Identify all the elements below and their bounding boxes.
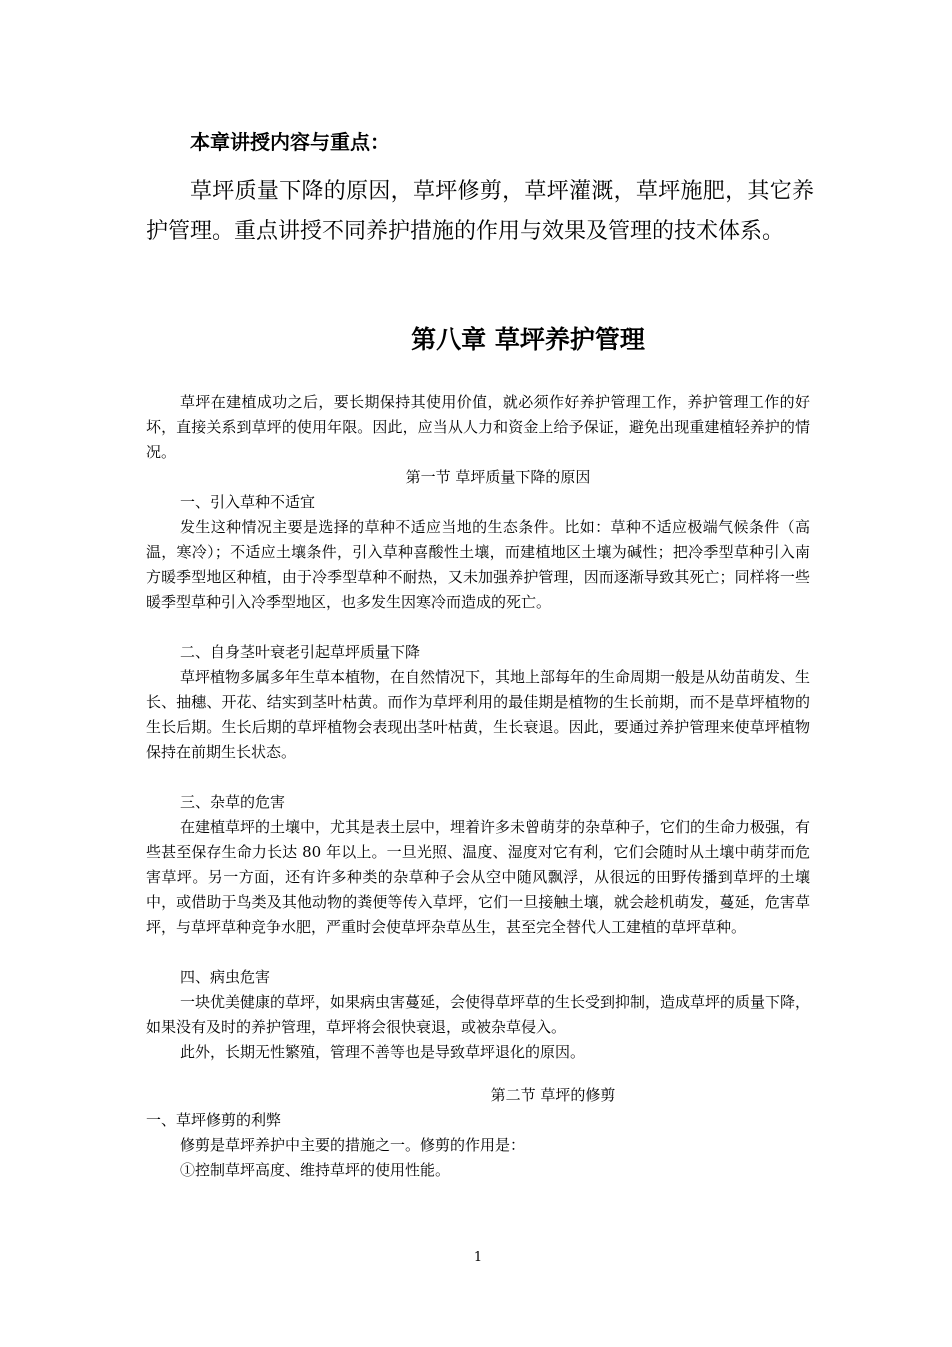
section-1-sub-1-text: 发生这种情况主要是选择的草种不适应当地的生态条件。比如：草种不适应极端气候条件（高温，寒冷）；不适应土壤条件，引入草种喜酸性土壤，而建植地区土壤为碱性；把冷季型草种引入南方暖季型地区种植，由于冷季型草种不耐热，又未加强养护管理，因而逐渐导致其死亡；同样将一些暖季型草种引入冷季型地区，也多发生因寒冷而造成的死亡。 [146,518,810,611]
section-2-sub-1-text: 修剪是草坪养护中主要的措施之一。修剪的作用是： [180,1136,526,1154]
section-2-title: 第二节 草坪的修剪 [490,1086,616,1104]
opening-paragraph: 草坪在建植成功之后，要长期保持其使用价值，就必须作好养护管理工作，养护管理工作的好坏，直接关系到草坪的使用年限。因此，应当从人力和资金上给予保证，避免出现重建植轻养护的情况。 [146,393,810,461]
page-number: 1 [473,1250,483,1265]
section-1-sub-4-text: 一块优美健康的草坪，如果病虫害蔓延，会使得草坪草的生长受到抑制，造成草坪的质量下降，如果没有及时的养护管理，草坪将会很快衰退，或被杂草侵入。 [146,993,811,1036]
intro-heading: 本章讲授内容与重点： [190,130,390,154]
section-1-sub-1-heading: 一、引入草种不适宜 [180,493,316,511]
section-2-sub-1-heading: 一、草坪修剪的利弊 [146,1111,282,1129]
section-1-sub-4-extra: 此外，长期无性繁殖，管理不善等也是导致草坪退化的原因。 [180,1043,586,1061]
chapter-title: 第八章 草坪养护管理 [411,325,645,354]
section-1-sub-4-heading: 四、病虫危害 [180,968,271,986]
section-1-sub-3-heading: 三、杂草的危害 [180,793,286,811]
intro-paragraph: 草坪质量下降的原因，草坪修剪，草坪灌溉，草坪施肥，其它养护管理。重点讲授不同养护措施的作用与效果及管理的技术体系。 [146,179,814,244]
section-1-sub-3-text: 在建植草坪的土壤中，尤其是表土层中，埋着许多未曾萌芽的杂草种子，它们的生命力极强，有些甚至保存生命力长达 80 年以上。一旦光照、温度、湿度对它有利，它们会随时从土壤中萌芽而危害草坪。另一方面，还有许多种类的杂草种子会从空中随风飘浮，从很远的田野传播到草坪的土壤中，或借助于鸟类及其他动物的粪便等传入草坪，它们一旦接触土壤，就会趁机萌发，蔓延，危害草坪，与草坪草种竞争水肥，严重时会使草坪杂草丛生，甚至完全替代人工建植的草坪草种。 [146,818,811,936]
section-1-title: 第一节 草坪质量下降的原因 [405,468,591,486]
chapter-body [146,390,810,1183]
section-1-sub-2-text: 草坪植物多属多年生草本植物，在自然情况下，其地上部每年的生命周期一般是从幼苗萌发、生长、抽穗、开花、结实到茎叶枯黄。而作为草坪利用的最佳期是植物的生长前期，而不是草坪植物的生长后期。生长后期的草坪植物会表现出茎叶枯黄，生长衰退。因此，要通过养护管理来使草坪植物保持在前期生长状态。 [146,668,811,761]
section-1-sub-2-heading: 二、自身茎叶衰老引起草坪质量下降 [180,643,421,661]
section-2-sub-1-item-1: ①控制草坪高度、维持草坪的使用性能。 [180,1161,451,1179]
